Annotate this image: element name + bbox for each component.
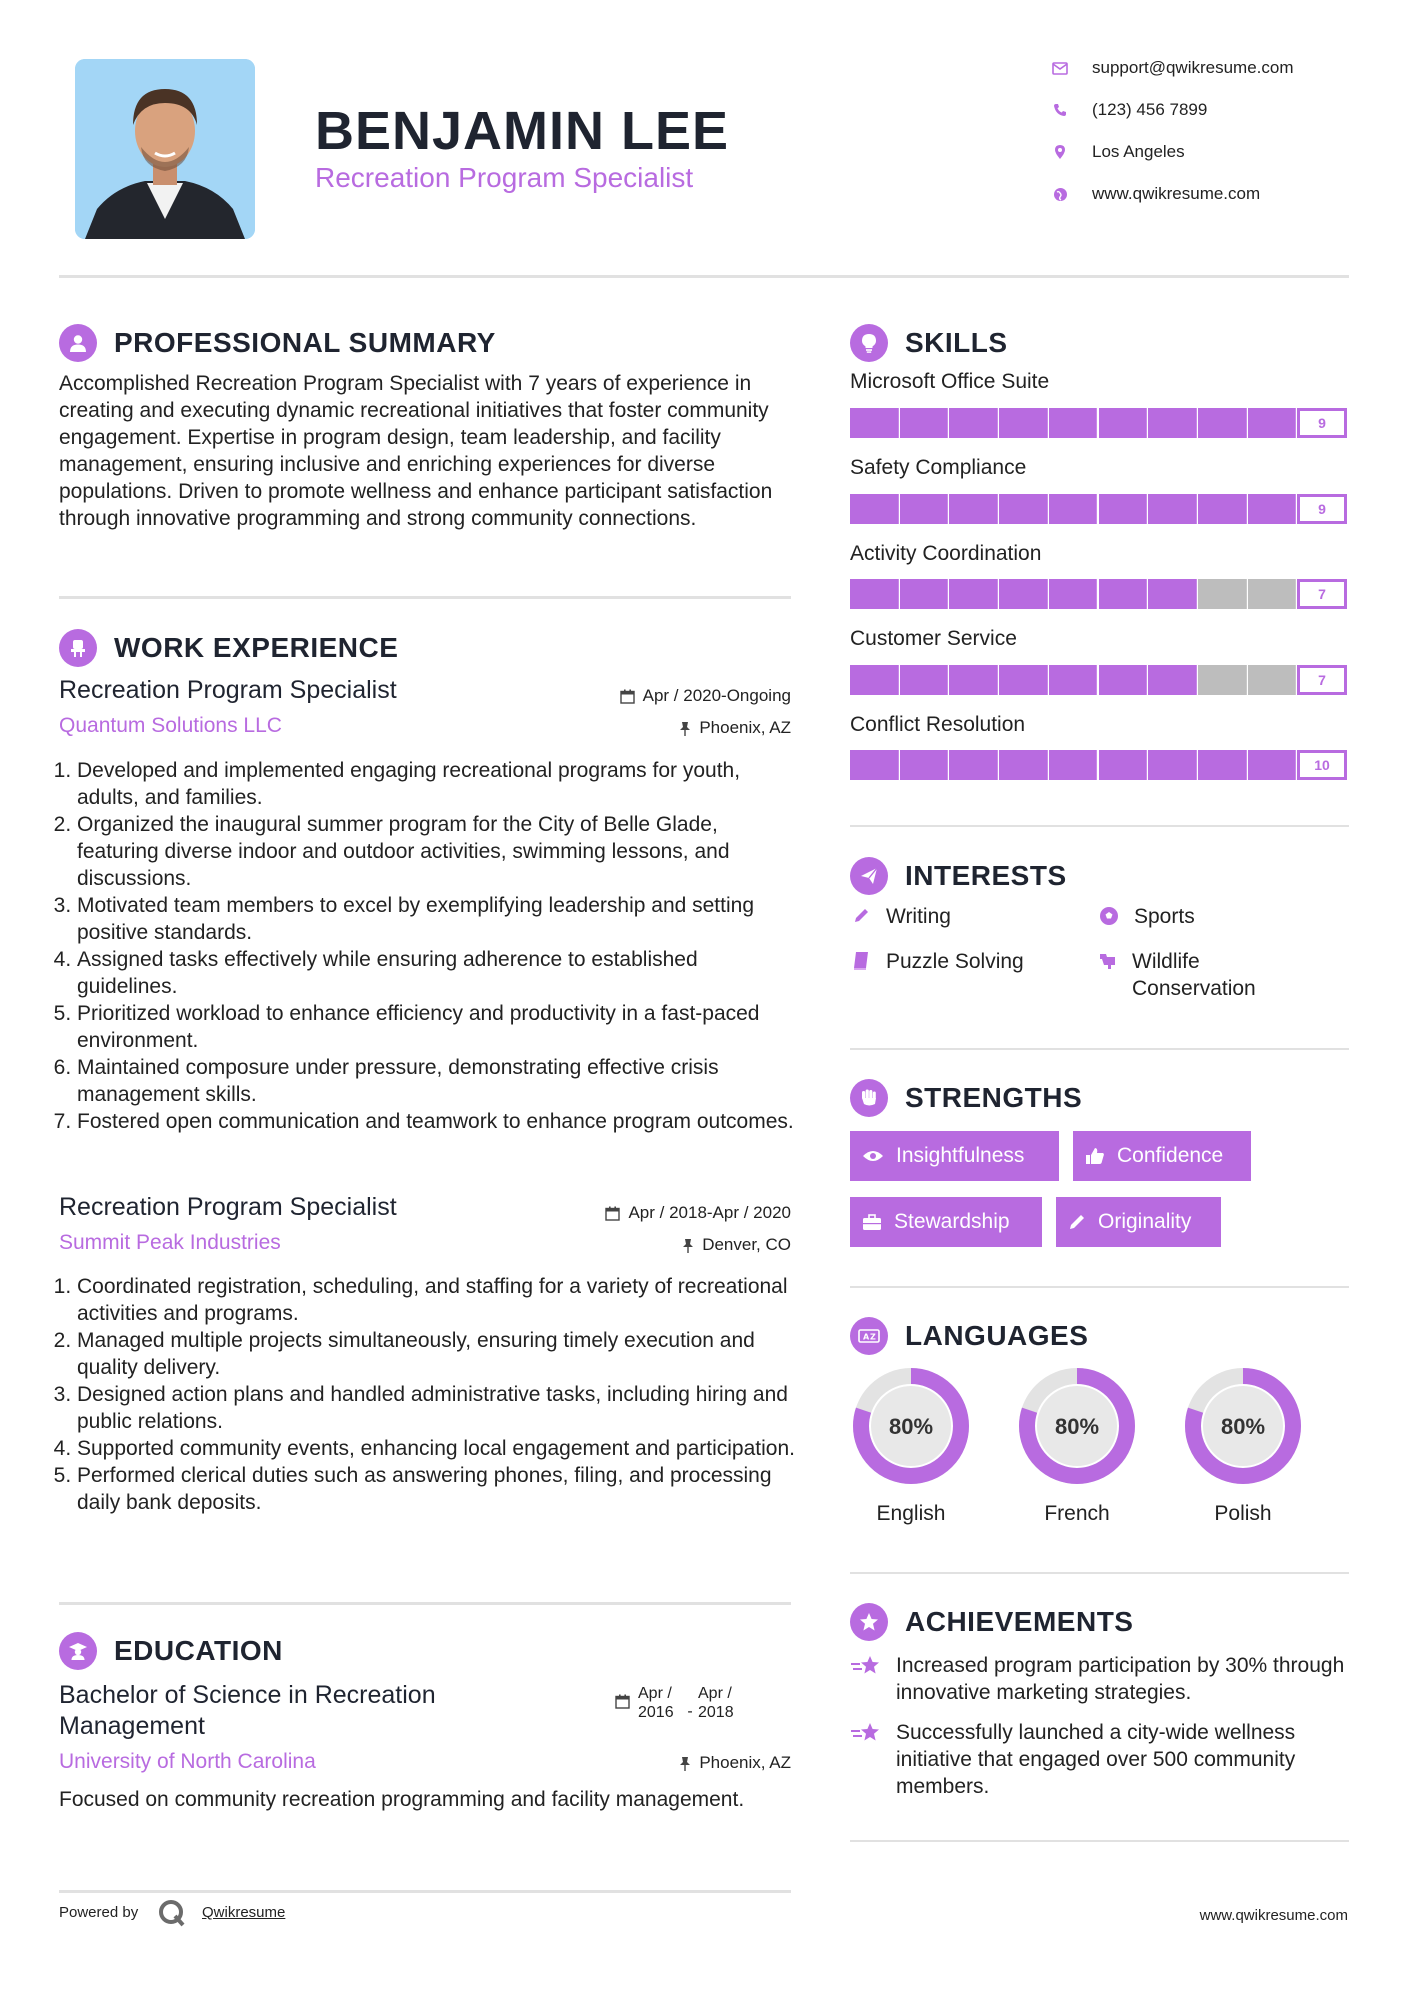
skill-bar-segment — [1049, 408, 1098, 438]
contact-website[interactable]: www.qwikresume.com — [1050, 184, 1260, 204]
skill-bar-segment — [900, 665, 949, 695]
skill-bar-segment — [1049, 579, 1098, 609]
eye-icon — [862, 1149, 884, 1163]
svg-text:A: A — [863, 1332, 870, 1342]
pushpin-icon — [679, 721, 691, 736]
skill-bar-segment — [949, 579, 998, 609]
skill-bar — [850, 665, 1347, 695]
education-divider — [59, 1890, 791, 1893]
interest-item: Wildlife Conservation — [1098, 948, 1298, 1002]
animal-icon — [1098, 950, 1118, 972]
summary-divider — [59, 596, 791, 599]
skill-bar-segment — [999, 408, 1048, 438]
job-duties-list — [57, 757, 799, 1135]
profile-photo — [75, 59, 255, 239]
language-name: French — [1044, 1502, 1110, 1525]
skill-bar-segment — [949, 665, 998, 695]
footer-url[interactable]: www.qwikresume.com — [1199, 1907, 1348, 1924]
skill-bar-segment — [1049, 494, 1098, 524]
skill-bar-segment — [999, 750, 1048, 780]
list-item: 2. Organized the inaugural summer program for the City of Belle Glade, featuring diverse indoor and outdoor activities, swimming lessons, and discussions. — [77, 811, 799, 892]
strengths-heading: STRENGTHS — [850, 1079, 1082, 1117]
graduate-icon — [59, 1632, 97, 1670]
list-item: 1. Coordinated registration, scheduling, and staffing for a variety of recreational activities and programs. — [77, 1273, 799, 1327]
skill-bar-segment — [1099, 408, 1148, 438]
achievements-divider — [850, 1840, 1349, 1842]
calendar-icon — [620, 689, 635, 704]
envelope-icon — [1050, 58, 1070, 78]
skill-bar-segment — [1099, 579, 1148, 609]
calendar-icon — [615, 1694, 630, 1709]
job-company: Quantum Solutions LLC — [59, 714, 282, 737]
user-icon — [59, 324, 97, 362]
list-item: 4. Assigned tasks effectively while ensuring adherence to established guidelines. — [77, 946, 799, 1000]
skill-bar-segment — [850, 579, 899, 609]
language-ring — [1016, 1365, 1138, 1487]
soccer-ball-icon — [1098, 905, 1120, 927]
skill-bar-segment — [850, 750, 899, 780]
skill-bar-segment — [900, 494, 949, 524]
experience-divider — [59, 1602, 791, 1605]
skill-name: Customer Service — [850, 627, 1017, 650]
skill-bar-segment — [1148, 579, 1197, 609]
education-heading: EDUCATION — [59, 1632, 283, 1670]
skill-bar-segment — [850, 408, 899, 438]
language-ring — [850, 1365, 972, 1487]
list-item: 3. Motivated team members to excel by exemplifying leadership and setting positive standards. — [77, 892, 799, 946]
skills-heading: SKILLS — [850, 324, 1008, 362]
job-dates: Apr / 2018-Apr / 2020 — [500, 1203, 791, 1223]
list-item: 2. Managed multiple projects simultaneously, ensuring timely execution and quality delivery. — [77, 1327, 799, 1381]
skill-bar-segment — [1099, 750, 1148, 780]
education-school: University of North Carolina — [59, 1750, 316, 1773]
star-icon — [850, 1603, 888, 1641]
skill-bar-segment — [1248, 579, 1297, 609]
skill-level: 7 — [1297, 665, 1347, 695]
skill-bar-segment — [999, 494, 1048, 524]
raised-fist-icon — [850, 1079, 888, 1117]
interest-item: Sports — [1098, 903, 1195, 930]
header-divider — [59, 275, 1349, 278]
pushpin-icon — [679, 1756, 691, 1771]
skill-bar-segment — [1049, 750, 1098, 780]
globe-icon — [1050, 184, 1070, 204]
list-item: 3. Designed action plans and handled administrative tasks, including hiring and public relations. — [77, 1381, 799, 1435]
qwikresume-logo-icon — [158, 1899, 186, 1932]
skill-name: Microsoft Office Suite — [850, 370, 1050, 393]
book-icon — [850, 950, 872, 972]
skill-bar-segment — [1099, 494, 1148, 524]
language-ring — [1182, 1365, 1304, 1487]
skill-bar-segment — [850, 665, 899, 695]
job-location: Denver, CO — [500, 1235, 791, 1255]
skill-bar-segment — [999, 579, 1048, 609]
job-company: Summit Peak Industries — [59, 1231, 281, 1254]
achievements-heading: ACHIEVEMENTS — [850, 1603, 1133, 1641]
list-item: 4. Supported community events, enhancing local engagement and participation. — [77, 1435, 799, 1462]
lightbulb-icon — [850, 324, 888, 362]
powered-by-label: Powered by — [59, 1904, 139, 1921]
education-degree: Bachelor of Science in Recreation Management — [59, 1681, 436, 1740]
skill-bar-segment — [900, 750, 949, 780]
skill-level: 9 — [1297, 494, 1347, 524]
list-item: 5. Performed clerical duties such as answering phones, filing, and processing daily bank deposits. — [77, 1462, 799, 1516]
shooting-star-icon — [850, 1654, 882, 1685]
languages-divider — [850, 1572, 1349, 1574]
strength-chip: Insightfulness — [850, 1131, 1059, 1181]
skill-name: Conflict Resolution — [850, 713, 1026, 736]
experience-heading: WORK EXPERIENCE — [59, 629, 398, 667]
language-percent: 80% — [888, 1414, 934, 1439]
candidate-name: BENJAMIN LEE — [315, 101, 730, 161]
thumbs-up-icon — [1085, 1147, 1105, 1165]
pencil-icon — [1068, 1213, 1086, 1231]
job-title: Recreation Program Specialist — [59, 1193, 397, 1221]
skill-bar-segment — [1248, 665, 1297, 695]
skill-bar-segment — [1198, 665, 1247, 695]
interests-divider — [850, 1048, 1349, 1050]
strengths-divider — [850, 1286, 1349, 1288]
skill-bar-segment — [999, 665, 1048, 695]
skill-bar-segment — [850, 494, 899, 524]
achievement-item: Successfully launched a city-wide wellness initiative that engaged over 500 community members. — [850, 1719, 1350, 1800]
achievement-item: Increased program participation by 30% through innovative marketing strategies. — [850, 1652, 1350, 1706]
skill-bar-segment — [1148, 665, 1197, 695]
skill-bar-segment — [1148, 750, 1197, 780]
calendar-icon — [605, 1206, 620, 1221]
summary-text: Accomplished Recreation Program Specialist with 7 years of experience in creating and executing dynamic recreational initiatives that foster community engagement. Expertise in program design, team leadership, and facility management, ensuring inclusive and enriching experiences for diverse populations. Driven to promote wellness and enhance participant satisfaction through innovative programming and strong community connections. — [59, 372, 773, 530]
education-date-end: Apr / 2018 — [698, 1685, 734, 1721]
phone-icon — [1050, 100, 1070, 120]
briefcase-icon — [862, 1214, 882, 1231]
education-date-sep: - — [687, 1703, 693, 1720]
skill-name: Safety Compliance — [850, 456, 1027, 479]
skill-bar-segment — [1248, 494, 1297, 524]
skill-level: 10 — [1297, 750, 1347, 780]
skill-bar-segment — [1198, 494, 1247, 524]
skill-bar — [850, 750, 1347, 780]
education-description: Focused on community recreation programming and facility management. — [59, 1788, 745, 1811]
language-percent: 80% — [1054, 1414, 1100, 1439]
shooting-star-icon — [850, 1721, 882, 1752]
education-date-start: Apr / 2016 — [638, 1685, 674, 1721]
contact-email[interactable]: support@qwikresume.com — [1050, 58, 1294, 78]
skill-bar-segment — [900, 579, 949, 609]
contact-location: Los Angeles — [1050, 142, 1185, 162]
candidate-role: Recreation Program Specialist — [315, 162, 694, 193]
job-duties-list — [57, 1273, 799, 1516]
interest-item: Puzzle Solving — [850, 948, 1024, 975]
skills-divider — [850, 825, 1349, 827]
job-dates: Apr / 2020-Ongoing — [500, 686, 791, 706]
skill-bar-segment — [900, 408, 949, 438]
contact-phone[interactable]: (123) 456 7899 — [1050, 100, 1207, 120]
language-name: English — [876, 1502, 946, 1525]
skill-level: 9 — [1297, 408, 1347, 438]
skill-bar-segment — [1248, 750, 1297, 780]
interest-item: Writing — [850, 903, 951, 930]
translate-icon — [850, 1317, 888, 1355]
skill-bar — [850, 494, 1347, 524]
skill-bar-segment — [1198, 750, 1247, 780]
list-item: 5. Prioritized workload to enhance efficiency and productivity in a fast-paced environment. — [77, 1000, 799, 1054]
skill-bar-segment — [1049, 665, 1098, 695]
skill-level: 7 — [1297, 579, 1347, 609]
strength-chip: Stewardship — [850, 1197, 1042, 1247]
interests-heading: INTERESTS — [850, 857, 1067, 895]
pencil-icon — [850, 905, 872, 927]
skill-bar-segment — [1099, 665, 1148, 695]
skill-bar-segment — [949, 408, 998, 438]
skill-bar-segment — [1198, 579, 1247, 609]
skill-bar-segment — [949, 494, 998, 524]
skill-bar-segment — [1198, 408, 1247, 438]
pushpin-icon — [682, 1238, 694, 1253]
strength-chip: Originality — [1056, 1197, 1221, 1247]
skill-bar-segment — [949, 750, 998, 780]
skill-bar-segment — [1148, 494, 1197, 524]
languages-heading: A Z LANGUAGES — [850, 1317, 1088, 1355]
chair-icon — [59, 629, 97, 667]
list-item: 6. Maintained composure under pressure, demonstrating effective crisis management skills. — [77, 1054, 799, 1108]
map-pin-icon — [1050, 142, 1070, 162]
qwikresume-link[interactable]: Qwikresume — [202, 1904, 286, 1921]
list-item: 1. Developed and implemented engaging recreational programs for youth, adults, and families. — [77, 757, 799, 811]
job-title: Recreation Program Specialist — [59, 676, 397, 704]
skill-bar-segment — [1148, 408, 1197, 438]
skill-name: Activity Coordination — [850, 542, 1042, 565]
paper-plane-icon — [850, 857, 888, 895]
education-location: Phoenix, AZ — [500, 1753, 791, 1773]
skill-bar — [850, 408, 1347, 438]
summary-heading: PROFESSIONAL SUMMARY — [59, 324, 496, 362]
skill-bar-segment — [1248, 408, 1297, 438]
job-location: Phoenix, AZ — [500, 718, 791, 738]
list-item: 7. Fostered open communication and teamwork to enhance program outcomes. — [77, 1108, 799, 1135]
education-dates — [615, 1684, 742, 1722]
svg-text:Z: Z — [870, 1332, 876, 1342]
strength-chip: Confidence — [1073, 1131, 1251, 1181]
language-name: Polish — [1214, 1502, 1272, 1525]
language-percent: 80% — [1220, 1414, 1266, 1439]
skill-bar — [850, 579, 1347, 609]
